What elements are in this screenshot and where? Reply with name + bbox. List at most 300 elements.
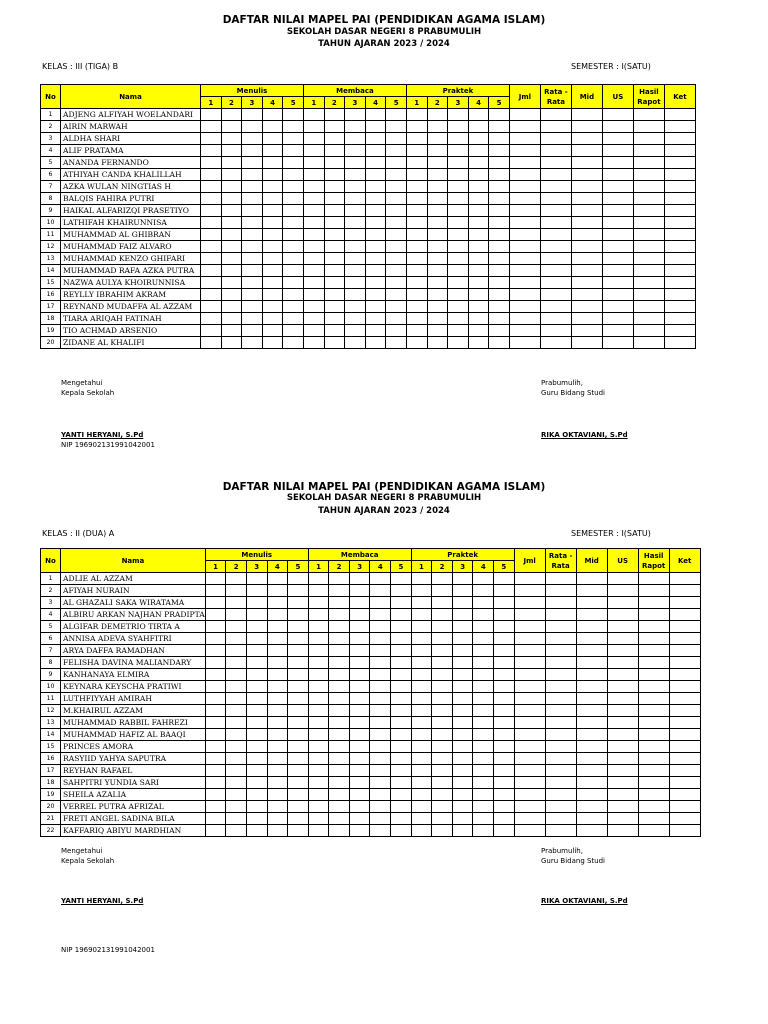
grade-cell[interactable] <box>452 801 473 813</box>
grade-cell[interactable] <box>669 585 700 597</box>
grade-cell[interactable] <box>267 801 288 813</box>
grade-cell[interactable] <box>473 609 494 621</box>
grade-cell[interactable] <box>246 681 267 693</box>
grade-cell[interactable] <box>370 669 391 681</box>
grade-cell[interactable] <box>432 801 453 813</box>
grade-cell[interactable] <box>473 669 494 681</box>
grade-cell[interactable] <box>205 669 226 681</box>
grade-cell[interactable] <box>514 573 545 585</box>
grade-cell[interactable] <box>205 585 226 597</box>
grade-cell[interactable] <box>288 585 309 597</box>
grade-cell[interactable] <box>514 825 545 837</box>
grade-cell[interactable] <box>267 813 288 825</box>
grade-cell[interactable] <box>411 633 432 645</box>
grade-cell[interactable] <box>308 801 329 813</box>
grade-cell[interactable] <box>607 597 638 609</box>
grade-cell[interactable] <box>205 693 226 705</box>
grade-cell[interactable] <box>391 633 412 645</box>
grade-cell[interactable] <box>669 657 700 669</box>
grade-cell[interactable] <box>473 681 494 693</box>
grade-cell[interactable] <box>370 645 391 657</box>
grade-cell[interactable] <box>669 573 700 585</box>
grade-cell[interactable] <box>576 609 607 621</box>
grade-cell[interactable] <box>391 681 412 693</box>
grade-cell[interactable] <box>638 585 669 597</box>
grade-cell[interactable] <box>545 777 576 789</box>
grade-cell[interactable] <box>308 789 329 801</box>
grade-cell[interactable] <box>411 741 432 753</box>
grade-cell[interactable] <box>576 621 607 633</box>
grade-cell[interactable] <box>432 669 453 681</box>
grade-cell[interactable] <box>411 669 432 681</box>
grade-cell[interactable] <box>607 813 638 825</box>
grade-cell[interactable] <box>205 681 226 693</box>
grade-cell[interactable] <box>607 717 638 729</box>
grade-cell[interactable] <box>288 765 309 777</box>
grade-cell[interactable] <box>329 705 350 717</box>
grade-cell[interactable] <box>669 609 700 621</box>
grade-cell[interactable] <box>638 681 669 693</box>
grade-cell[interactable] <box>432 753 453 765</box>
grade-cell[interactable] <box>349 669 370 681</box>
grade-cell[interactable] <box>288 681 309 693</box>
grade-cell[interactable] <box>411 645 432 657</box>
grade-cell[interactable] <box>411 729 432 741</box>
grade-cell[interactable] <box>308 645 329 657</box>
grade-cell[interactable] <box>391 813 412 825</box>
grade-cell[interactable] <box>669 753 700 765</box>
grade-cell[interactable] <box>576 669 607 681</box>
grade-cell[interactable] <box>576 645 607 657</box>
grade-cell[interactable] <box>391 801 412 813</box>
grade-cell[interactable] <box>288 705 309 717</box>
grade-cell[interactable] <box>226 597 247 609</box>
grade-cell[interactable] <box>308 585 329 597</box>
grade-cell[interactable] <box>607 741 638 753</box>
grade-cell[interactable] <box>226 645 247 657</box>
grade-cell[interactable] <box>473 753 494 765</box>
grade-cell[interactable] <box>473 825 494 837</box>
grade-cell[interactable] <box>329 717 350 729</box>
grade-cell[interactable] <box>226 669 247 681</box>
grade-cell[interactable] <box>607 633 638 645</box>
grade-cell[interactable] <box>370 729 391 741</box>
grade-cell[interactable] <box>246 633 267 645</box>
grade-cell[interactable] <box>246 753 267 765</box>
grade-cell[interactable] <box>411 657 432 669</box>
grade-cell[interactable] <box>370 693 391 705</box>
grade-cell[interactable] <box>638 645 669 657</box>
grade-cell[interactable] <box>638 741 669 753</box>
grade-cell[interactable] <box>288 669 309 681</box>
grade-cell[interactable] <box>349 825 370 837</box>
grade-cell[interactable] <box>226 825 247 837</box>
grade-cell[interactable] <box>514 645 545 657</box>
grade-cell[interactable] <box>576 753 607 765</box>
grade-cell[interactable] <box>411 753 432 765</box>
grade-cell[interactable] <box>545 645 576 657</box>
grade-cell[interactable] <box>669 717 700 729</box>
grade-cell[interactable] <box>329 609 350 621</box>
grade-cell[interactable] <box>308 825 329 837</box>
grade-cell[interactable] <box>288 789 309 801</box>
grade-cell[interactable] <box>329 753 350 765</box>
grade-cell[interactable] <box>288 657 309 669</box>
grade-cell[interactable] <box>545 585 576 597</box>
grade-cell[interactable] <box>669 765 700 777</box>
grade-cell[interactable] <box>411 621 432 633</box>
grade-cell[interactable] <box>576 693 607 705</box>
grade-cell[interactable] <box>669 681 700 693</box>
grade-cell[interactable] <box>205 609 226 621</box>
grade-cell[interactable] <box>452 621 473 633</box>
grade-cell[interactable] <box>638 657 669 669</box>
grade-cell[interactable] <box>545 657 576 669</box>
grade-cell[interactable] <box>638 801 669 813</box>
grade-cell[interactable] <box>473 813 494 825</box>
grade-cell[interactable] <box>411 693 432 705</box>
grade-cell[interactable] <box>246 777 267 789</box>
grade-cell[interactable] <box>226 657 247 669</box>
grade-cell[interactable] <box>308 573 329 585</box>
grade-cell[interactable] <box>514 789 545 801</box>
grade-cell[interactable] <box>576 657 607 669</box>
grade-cell[interactable] <box>267 825 288 837</box>
grade-cell[interactable] <box>473 777 494 789</box>
grade-cell[interactable] <box>391 657 412 669</box>
grade-cell[interactable] <box>205 573 226 585</box>
grade-cell[interactable] <box>308 681 329 693</box>
grade-cell[interactable] <box>638 729 669 741</box>
grade-cell[interactable] <box>411 825 432 837</box>
grade-cell[interactable] <box>473 801 494 813</box>
grade-cell[interactable] <box>545 717 576 729</box>
grade-cell[interactable] <box>432 573 453 585</box>
grade-cell[interactable] <box>607 789 638 801</box>
grade-cell[interactable] <box>607 681 638 693</box>
grade-cell[interactable] <box>205 717 226 729</box>
grade-cell[interactable] <box>205 741 226 753</box>
grade-cell[interactable] <box>267 693 288 705</box>
grade-cell[interactable] <box>226 705 247 717</box>
grade-cell[interactable] <box>370 609 391 621</box>
grade-cell[interactable] <box>288 825 309 837</box>
grade-cell[interactable] <box>607 705 638 717</box>
grade-cell[interactable] <box>288 621 309 633</box>
grade-cell[interactable] <box>494 789 515 801</box>
grade-cell[interactable] <box>545 741 576 753</box>
grade-cell[interactable] <box>267 741 288 753</box>
grade-cell[interactable] <box>545 597 576 609</box>
grade-cell[interactable] <box>411 681 432 693</box>
grade-cell[interactable] <box>576 729 607 741</box>
grade-cell[interactable] <box>669 813 700 825</box>
grade-cell[interactable] <box>226 621 247 633</box>
grade-cell[interactable] <box>411 585 432 597</box>
grade-cell[interactable] <box>452 729 473 741</box>
grade-cell[interactable] <box>246 729 267 741</box>
grade-cell[interactable] <box>494 681 515 693</box>
grade-cell[interactable] <box>246 813 267 825</box>
grade-cell[interactable] <box>494 777 515 789</box>
grade-cell[interactable] <box>494 717 515 729</box>
grade-cell[interactable] <box>226 693 247 705</box>
grade-cell[interactable] <box>452 585 473 597</box>
grade-cell[interactable] <box>308 753 329 765</box>
grade-cell[interactable] <box>473 585 494 597</box>
grade-cell[interactable] <box>432 813 453 825</box>
grade-cell[interactable] <box>452 609 473 621</box>
grade-cell[interactable] <box>329 681 350 693</box>
grade-cell[interactable] <box>638 693 669 705</box>
grade-cell[interactable] <box>246 825 267 837</box>
grade-cell[interactable] <box>514 681 545 693</box>
grade-cell[interactable] <box>473 645 494 657</box>
grade-cell[interactable] <box>308 693 329 705</box>
grade-cell[interactable] <box>411 609 432 621</box>
grade-cell[interactable] <box>432 705 453 717</box>
grade-cell[interactable] <box>267 621 288 633</box>
grade-cell[interactable] <box>288 609 309 621</box>
grade-cell[interactable] <box>411 705 432 717</box>
grade-cell[interactable] <box>452 717 473 729</box>
grade-cell[interactable] <box>494 585 515 597</box>
grade-cell[interactable] <box>308 777 329 789</box>
grade-cell[interactable] <box>473 573 494 585</box>
grade-cell[interactable] <box>411 717 432 729</box>
grade-cell[interactable] <box>576 717 607 729</box>
grade-cell[interactable] <box>452 693 473 705</box>
grade-cell[interactable] <box>267 585 288 597</box>
grade-cell[interactable] <box>432 741 453 753</box>
grade-cell[interactable] <box>452 753 473 765</box>
grade-cell[interactable] <box>205 753 226 765</box>
grade-cell[interactable] <box>391 765 412 777</box>
grade-cell[interactable] <box>607 573 638 585</box>
grade-cell[interactable] <box>607 585 638 597</box>
grade-cell[interactable] <box>205 825 226 837</box>
grade-cell[interactable] <box>370 789 391 801</box>
grade-cell[interactable] <box>349 609 370 621</box>
grade-cell[interactable] <box>473 741 494 753</box>
grade-cell[interactable] <box>226 813 247 825</box>
grade-cell[interactable] <box>669 693 700 705</box>
grade-cell[interactable] <box>669 741 700 753</box>
grade-cell[interactable] <box>452 777 473 789</box>
grade-cell[interactable] <box>226 729 247 741</box>
grade-cell[interactable] <box>545 669 576 681</box>
grade-cell[interactable] <box>576 789 607 801</box>
grade-cell[interactable] <box>267 765 288 777</box>
grade-cell[interactable] <box>514 777 545 789</box>
grade-cell[interactable] <box>391 777 412 789</box>
grade-cell[interactable] <box>349 729 370 741</box>
grade-cell[interactable] <box>205 657 226 669</box>
grade-cell[interactable] <box>288 717 309 729</box>
grade-cell[interactable] <box>267 645 288 657</box>
grade-cell[interactable] <box>494 753 515 765</box>
grade-cell[interactable] <box>494 813 515 825</box>
grade-cell[interactable] <box>576 813 607 825</box>
grade-cell[interactable] <box>545 633 576 645</box>
grade-cell[interactable] <box>246 717 267 729</box>
grade-cell[interactable] <box>267 729 288 741</box>
grade-cell[interactable] <box>205 765 226 777</box>
grade-cell[interactable] <box>370 633 391 645</box>
grade-cell[interactable] <box>246 585 267 597</box>
grade-cell[interactable] <box>638 609 669 621</box>
grade-cell[interactable] <box>432 681 453 693</box>
grade-cell[interactable] <box>432 621 453 633</box>
grade-cell[interactable] <box>607 609 638 621</box>
grade-cell[interactable] <box>494 657 515 669</box>
grade-cell[interactable] <box>349 789 370 801</box>
grade-cell[interactable] <box>349 693 370 705</box>
grade-cell[interactable] <box>226 741 247 753</box>
grade-cell[interactable] <box>514 597 545 609</box>
grade-cell[interactable] <box>514 717 545 729</box>
grade-cell[interactable] <box>638 573 669 585</box>
grade-cell[interactable] <box>267 705 288 717</box>
grade-cell[interactable] <box>494 705 515 717</box>
grade-cell[interactable] <box>246 669 267 681</box>
grade-cell[interactable] <box>267 657 288 669</box>
grade-cell[interactable] <box>638 633 669 645</box>
grade-cell[interactable] <box>638 789 669 801</box>
grade-cell[interactable] <box>638 825 669 837</box>
grade-cell[interactable] <box>391 717 412 729</box>
grade-cell[interactable] <box>494 765 515 777</box>
grade-cell[interactable] <box>329 741 350 753</box>
grade-cell[interactable] <box>669 801 700 813</box>
grade-cell[interactable] <box>246 621 267 633</box>
grade-cell[interactable] <box>669 669 700 681</box>
grade-cell[interactable] <box>329 813 350 825</box>
grade-cell[interactable] <box>205 705 226 717</box>
grade-cell[interactable] <box>391 741 412 753</box>
grade-cell[interactable] <box>545 621 576 633</box>
grade-cell[interactable] <box>432 585 453 597</box>
grade-cell[interactable] <box>452 669 473 681</box>
grade-cell[interactable] <box>205 801 226 813</box>
grade-cell[interactable] <box>452 681 473 693</box>
grade-cell[interactable] <box>432 765 453 777</box>
grade-cell[interactable] <box>349 597 370 609</box>
grade-cell[interactable] <box>576 573 607 585</box>
grade-cell[interactable] <box>545 801 576 813</box>
grade-cell[interactable] <box>411 765 432 777</box>
grade-cell[interactable] <box>370 777 391 789</box>
grade-cell[interactable] <box>329 765 350 777</box>
grade-cell[interactable] <box>545 705 576 717</box>
grade-cell[interactable] <box>308 741 329 753</box>
grade-cell[interactable] <box>432 717 453 729</box>
grade-cell[interactable] <box>545 825 576 837</box>
grade-cell[interactable] <box>514 741 545 753</box>
grade-cell[interactable] <box>308 657 329 669</box>
grade-cell[interactable] <box>349 777 370 789</box>
grade-cell[interactable] <box>308 765 329 777</box>
grade-cell[interactable] <box>349 765 370 777</box>
grade-cell[interactable] <box>391 573 412 585</box>
grade-cell[interactable] <box>267 681 288 693</box>
grade-cell[interactable] <box>669 729 700 741</box>
grade-cell[interactable] <box>669 645 700 657</box>
grade-cell[interactable] <box>267 669 288 681</box>
grade-cell[interactable] <box>391 789 412 801</box>
grade-cell[interactable] <box>288 597 309 609</box>
grade-cell[interactable] <box>205 597 226 609</box>
grade-cell[interactable] <box>391 753 412 765</box>
grade-cell[interactable] <box>514 609 545 621</box>
grade-cell[interactable] <box>411 597 432 609</box>
grade-cell[interactable] <box>391 585 412 597</box>
grade-cell[interactable] <box>267 717 288 729</box>
grade-cell[interactable] <box>638 669 669 681</box>
grade-cell[interactable] <box>391 669 412 681</box>
grade-cell[interactable] <box>494 825 515 837</box>
grade-cell[interactable] <box>576 765 607 777</box>
grade-cell[interactable] <box>494 669 515 681</box>
grade-cell[interactable] <box>514 633 545 645</box>
grade-cell[interactable] <box>607 645 638 657</box>
grade-cell[interactable] <box>638 597 669 609</box>
grade-cell[interactable] <box>246 657 267 669</box>
grade-cell[interactable] <box>452 705 473 717</box>
grade-cell[interactable] <box>370 717 391 729</box>
grade-cell[interactable] <box>576 801 607 813</box>
grade-cell[interactable] <box>607 765 638 777</box>
grade-cell[interactable] <box>288 729 309 741</box>
grade-cell[interactable] <box>494 609 515 621</box>
grade-cell[interactable] <box>514 765 545 777</box>
grade-cell[interactable] <box>514 801 545 813</box>
grade-cell[interactable] <box>514 693 545 705</box>
grade-cell[interactable] <box>308 633 329 645</box>
grade-cell[interactable] <box>267 753 288 765</box>
grade-cell[interactable] <box>349 813 370 825</box>
grade-cell[interactable] <box>349 657 370 669</box>
grade-cell[interactable] <box>669 825 700 837</box>
grade-cell[interactable] <box>329 657 350 669</box>
grade-cell[interactable] <box>226 681 247 693</box>
grade-cell[interactable] <box>267 597 288 609</box>
grade-cell[interactable] <box>349 681 370 693</box>
grade-cell[interactable] <box>205 777 226 789</box>
grade-cell[interactable] <box>246 801 267 813</box>
grade-cell[interactable] <box>349 585 370 597</box>
grade-cell[interactable] <box>669 621 700 633</box>
grade-cell[interactable] <box>226 573 247 585</box>
grade-cell[interactable] <box>246 597 267 609</box>
grade-cell[interactable] <box>514 585 545 597</box>
grade-cell[interactable] <box>349 705 370 717</box>
grade-cell[interactable] <box>391 597 412 609</box>
grade-cell[interactable] <box>514 705 545 717</box>
grade-cell[interactable] <box>473 693 494 705</box>
grade-cell[interactable] <box>576 777 607 789</box>
grade-cell[interactable] <box>576 681 607 693</box>
grade-cell[interactable] <box>473 621 494 633</box>
grade-cell[interactable] <box>246 693 267 705</box>
grade-cell[interactable] <box>514 669 545 681</box>
grade-cell[interactable] <box>638 621 669 633</box>
grade-cell[interactable] <box>370 681 391 693</box>
grade-cell[interactable] <box>607 753 638 765</box>
grade-cell[interactable] <box>288 633 309 645</box>
grade-cell[interactable] <box>607 825 638 837</box>
grade-cell[interactable] <box>329 669 350 681</box>
